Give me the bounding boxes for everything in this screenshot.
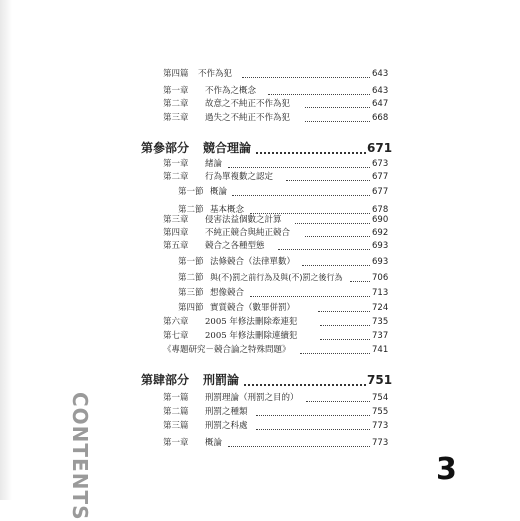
toc-entry xyxy=(0,418,520,434)
toc-leader-dots xyxy=(302,265,370,266)
toc-leader-dots xyxy=(256,429,370,430)
toc-part-heading xyxy=(0,138,520,158)
toc-entry-label: 第二節 xyxy=(178,273,204,283)
toc-entry-page: 677 xyxy=(372,172,389,182)
toc-part-page: 751 xyxy=(367,373,393,387)
toc-entry-label: 第一篇 xyxy=(163,393,189,403)
toc-entry-title: 與(不)罰之前行為及與(不)罰之後行為 xyxy=(210,273,343,282)
toc-entry-page: 773 xyxy=(372,438,389,448)
toc-entry-label: 第一章 xyxy=(163,86,189,96)
toc-entry-title: 實質競合（數罪併罰） xyxy=(210,303,296,313)
toc-entry-title: 概論 xyxy=(210,187,228,197)
toc-entry-label: 第二章 xyxy=(163,172,189,182)
page-number: 3 xyxy=(436,452,457,487)
toc-part-label: 第參部分 xyxy=(141,141,190,155)
toc-entry-title: 想像競合 xyxy=(210,288,245,298)
toc-leader-dots xyxy=(305,236,370,237)
toc-leader-dots xyxy=(286,180,370,181)
toc-part-label: 第肆部分 xyxy=(141,373,190,387)
toc-entry-page: 693 xyxy=(372,257,389,267)
toc-leader-dots xyxy=(250,296,370,297)
toc-entry-page: 741 xyxy=(372,345,389,355)
toc-entry-page: 724 xyxy=(372,303,389,313)
toc-leader-dots xyxy=(228,446,370,447)
toc-entry-page: 677 xyxy=(372,187,389,197)
contents-side-label: CONTENTS xyxy=(68,392,92,521)
toc-entry xyxy=(0,110,520,126)
toc-entry-title: 競合之各種型態 xyxy=(205,241,265,251)
toc-leader-dots xyxy=(256,152,366,154)
toc-part-title: 刑罰論 xyxy=(203,373,240,387)
toc-entry-label: 第三篇 xyxy=(163,421,189,431)
toc-entry-title: 《專題研究－競合論之特殊問題》 xyxy=(163,345,291,355)
toc-leader-dots xyxy=(232,195,370,196)
toc-part-heading xyxy=(0,370,520,390)
toc-entry-title: 刑罰理論（刑罰之目的） xyxy=(205,393,299,403)
toc-leader-dots xyxy=(320,325,370,326)
toc-leader-dots xyxy=(320,339,370,340)
toc-entry-page: 692 xyxy=(372,228,389,238)
toc-leader-dots xyxy=(318,311,370,312)
toc-entry-title: 2005 年修法刪除連續犯 xyxy=(205,331,298,341)
toc-entry-label: 第二章 xyxy=(163,99,189,109)
toc-entry-page: 706 xyxy=(372,273,389,283)
toc-leader-dots xyxy=(300,353,370,354)
toc-entry-label: 第一章 xyxy=(163,159,189,169)
toc-entry-title: 概論 xyxy=(205,438,223,448)
toc-entry-title: 基本概念 xyxy=(210,205,245,215)
toc-entry-title: 法條競合（法律單數） xyxy=(210,257,296,267)
toc-entry-label: 第四章 xyxy=(163,228,189,238)
toc-leader-dots xyxy=(278,249,370,250)
toc-entry-page: 713 xyxy=(372,288,389,298)
toc-entry-title: 過失之不純正不作為犯 xyxy=(205,113,291,123)
toc-entry xyxy=(0,66,520,82)
toc-entry-page: 673 xyxy=(372,159,389,169)
toc-leader-dots xyxy=(256,415,370,416)
toc-entry-page: 735 xyxy=(372,317,389,327)
toc-leader-dots xyxy=(305,121,370,122)
toc-entry-label: 第五章 xyxy=(163,241,189,251)
toc-entry-title: 不作為犯 xyxy=(198,69,233,79)
toc-entry-title: 2005 年修法刪除牽連犯 xyxy=(205,317,298,327)
toc-entry xyxy=(0,342,520,358)
toc-leader-dots xyxy=(242,77,370,78)
toc-entry-title: 侵害法益個數之計算 xyxy=(205,215,282,225)
toc-entry-page: 755 xyxy=(372,407,389,417)
toc-entry-title: 故意之不純正不作為犯 xyxy=(205,99,291,109)
toc-entry-page: 647 xyxy=(372,99,389,109)
toc-entry-label: 第三章 xyxy=(163,215,189,225)
toc-entry xyxy=(0,254,520,270)
toc-entry-page: 693 xyxy=(372,241,389,251)
toc-leader-dots xyxy=(228,167,370,168)
toc-entry xyxy=(0,285,520,301)
toc-entry-page: 643 xyxy=(372,69,389,79)
toc-leader-dots xyxy=(350,281,370,282)
toc-entry xyxy=(0,169,520,185)
toc-part-page: 671 xyxy=(367,141,393,155)
toc-entry xyxy=(0,184,520,200)
toc-entry-title: 刑罰之科處 xyxy=(205,421,248,431)
toc-leader-dots xyxy=(305,107,370,108)
toc-leader-dots xyxy=(295,223,370,224)
toc-entry-page: 773 xyxy=(372,421,389,431)
toc-part-title: 競合理論 xyxy=(203,141,252,155)
toc-entry-title: 緒論 xyxy=(205,159,223,169)
toc-entry-label: 第一章 xyxy=(163,438,189,448)
toc-entry-label: 第四篇 xyxy=(163,69,189,79)
toc-entry-title: 不純正競合與純正競合 xyxy=(205,228,291,238)
toc-entry xyxy=(0,238,520,254)
toc-entry-label: 第三章 xyxy=(163,113,189,123)
toc-entry-title: 不作為之概念 xyxy=(205,86,257,96)
toc-entry-title: 行為單複數之認定 xyxy=(205,172,274,182)
toc-entry-page: 643 xyxy=(372,86,389,96)
toc-entry-label: 第一節 xyxy=(178,257,204,267)
toc-entry-label: 第六章 xyxy=(163,317,189,327)
toc-entry-page: 754 xyxy=(372,393,389,403)
toc-entry-label: 第一節 xyxy=(178,187,204,197)
toc-entry xyxy=(0,270,520,286)
toc-entry xyxy=(0,435,520,451)
toc-leader-dots xyxy=(244,384,366,386)
toc-entry-label: 第三節 xyxy=(178,288,204,298)
toc-entry-page: 737 xyxy=(372,331,389,341)
toc-entry-page: 678 xyxy=(372,205,389,215)
toc-entry-label: 第二節 xyxy=(178,205,204,215)
toc-entry-label: 第四節 xyxy=(178,303,204,313)
toc-leader-dots xyxy=(306,401,370,402)
toc-entry-label: 第二篇 xyxy=(163,407,189,417)
toc-entry-label: 第七章 xyxy=(163,331,189,341)
toc-leader-dots xyxy=(268,94,370,95)
toc-entry-page: 690 xyxy=(372,215,389,225)
toc-entry-title: 刑罰之種類 xyxy=(205,407,248,417)
toc-entry-page: 668 xyxy=(372,113,389,123)
